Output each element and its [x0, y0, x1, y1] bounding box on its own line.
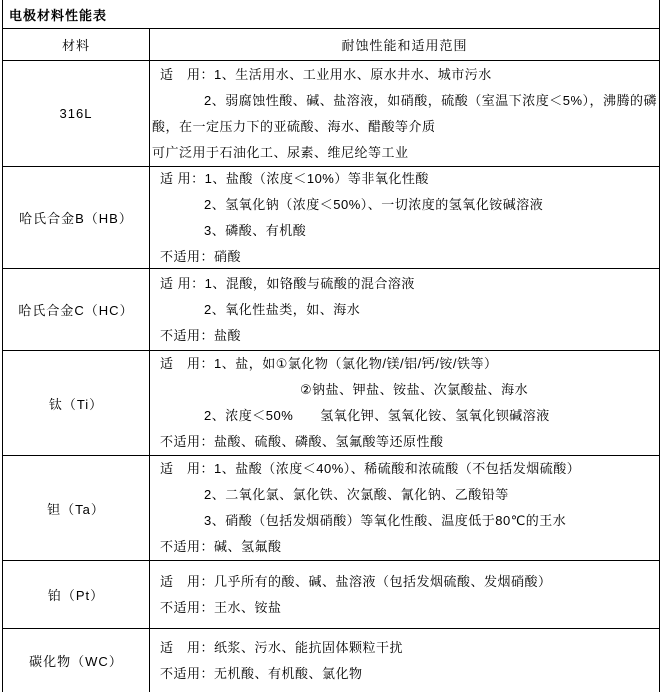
table-row — [3, 560, 659, 628]
performance-line: 不适用：盐酸、硫酸、磷酸、氢氟酸等还原性酸 — [160, 434, 444, 449]
material-cell: 316L — [59, 106, 93, 121]
performance-line: 2、氢氧化钠（浓度＜50%）、一切浓度的氢氧化铵碱溶液 — [204, 196, 544, 212]
table-body — [3, 60, 659, 692]
performance-line: 不适用：盐酸 — [160, 327, 242, 343]
column-header-performance: 耐蚀性能和适用范围 — [149, 29, 659, 60]
performance-line: 2、氧化性盐类，如、海水 — [204, 301, 361, 317]
performance-cell — [149, 61, 659, 166]
material-cell: 碳化物（WC） — [29, 654, 123, 669]
performance-line: 可广泛用于石油化工、尿素、维尼纶等工业 — [152, 144, 409, 160]
performance-line: 3、硝酸（包括发烟硝酸）等氧化性酸、温度低于80℃的王水 — [204, 513, 567, 528]
performance-line: ②钠盐、钾盐、铵盐、次氯酸盐、海水 — [300, 382, 529, 397]
performance-line: 2、浓度＜50% 氢氧化钾、氢氧化铵、氢氧化钡碱溶液 — [204, 408, 550, 423]
performance-cell — [149, 629, 659, 692]
performance-line: 适 用：1、盐酸（浓度＜10%）等非氧化性酸 — [160, 170, 429, 186]
column-header-material: 材料 — [61, 38, 90, 53]
material-cell: 钽（Ta） — [47, 501, 105, 517]
table-row — [3, 268, 659, 350]
material-performance-table — [2, 0, 660, 692]
table-row — [3, 350, 659, 455]
performance-cell — [149, 561, 659, 628]
performance-cell — [149, 351, 659, 455]
material-cell: 哈氏合金C（HC） — [18, 303, 134, 318]
performance-line: 酸，在一定压力下的亚硫酸、海水、醋酸等介质 — [152, 118, 436, 134]
performance-line: 适 用：1、混酸，如铬酸与硫酸的混合溶液 — [160, 275, 415, 291]
table-row — [3, 628, 659, 692]
performance-line: 不适用：硝酸 — [160, 248, 242, 264]
performance-line: 适 用：1、盐酸（浓度＜40%）、稀硫酸和浓硫酸（不包括发烟硫酸） — [160, 461, 581, 476]
performance-cell — [149, 456, 659, 560]
performance-line: 适 用：纸浆、污水、能抗固体颗粒干扰 — [160, 639, 404, 655]
table-row — [3, 166, 659, 268]
performance-line: 不适用：无机酸、有机酸、氯化物 — [160, 665, 363, 681]
performance-cell — [149, 167, 659, 268]
table-header-row — [3, 28, 659, 60]
performance-line: 2、二氧化氯、氯化铁、次氯酸、氰化钠、乙酸铅等 — [204, 487, 509, 502]
performance-line: 2、弱腐蚀性酸、碱、盐溶液，如硝酸，硫酸（室温下浓度＜5%），沸腾的磷 — [204, 92, 658, 108]
performance-line: 不适用：碱、氢氟酸 — [160, 539, 282, 554]
performance-line: 适 用：1、生活用水、工业用水、原水井水、城市污水 — [160, 66, 492, 82]
table-row — [3, 455, 659, 560]
performance-line: 3、磷酸、有机酸 — [204, 222, 307, 238]
performance-line: 适 用：几乎所有的酸、碱、盐溶液（包括发烟硫酸、发烟硝酸） — [160, 573, 552, 589]
table-title: 电极材料性能表 — [9, 7, 108, 23]
table-row — [3, 60, 659, 166]
performance-line: 适 用：1、盐，如①氯化物（氯化物/镁/铝/钙/铵/铁等） — [160, 356, 498, 371]
material-cell: 钛（Ti） — [48, 396, 104, 412]
material-cell: 哈氏合金B（HB） — [19, 211, 133, 226]
performance-cell — [149, 269, 659, 350]
performance-line: 不适用：王水、铵盐 — [160, 599, 282, 615]
material-cell: 铂（Pt） — [47, 588, 105, 603]
